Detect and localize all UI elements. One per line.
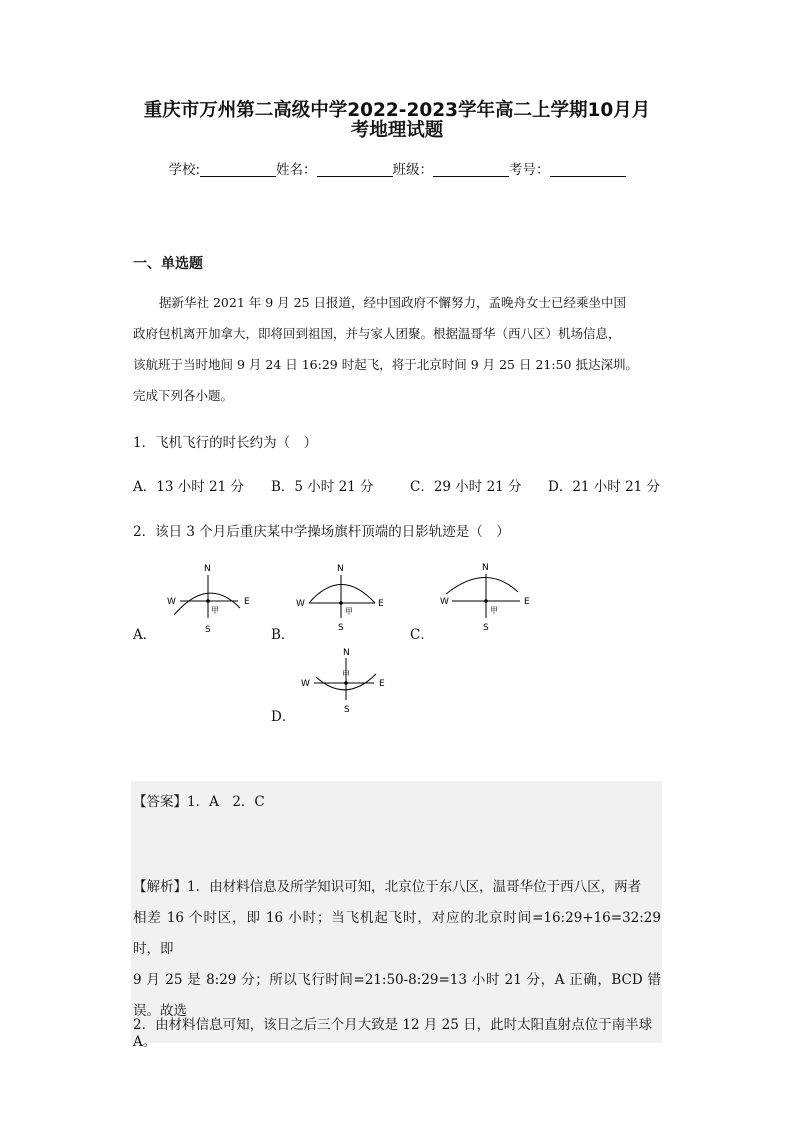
south-label: S xyxy=(344,705,350,715)
question-1-stem: 1．飞机飞行的时长约为（ ） xyxy=(133,435,318,451)
material-line: 完成下列各小题。 xyxy=(133,388,234,403)
explanation-line: 9 月 25 是 8:29 分；所以飞行时间=21:50-8:29=13 小时 21 分，A 正确，BCD 错误。故选 xyxy=(133,972,661,1019)
pole-label: 甲 xyxy=(345,607,353,616)
west-label: W xyxy=(301,679,310,689)
pole-label: 甲 xyxy=(342,670,350,679)
question-2-option-c-label[interactable]: C． xyxy=(410,627,434,643)
north-label: N xyxy=(337,564,344,574)
explanation-2 xyxy=(133,1010,661,1041)
west-label: W xyxy=(167,597,176,607)
shadow-diagram-c[interactable] xyxy=(436,558,536,636)
shadow-diagram-d[interactable] xyxy=(296,644,396,720)
section-title: 一、单选题 xyxy=(133,256,203,272)
shadow-diagram-a[interactable] xyxy=(160,560,260,638)
north-label: N xyxy=(204,564,211,574)
explanation-line: 2．由材料信息可知，该日之后三个月大致是 12 月 25 日，此时太阳直射点位于南半球 xyxy=(133,1017,653,1033)
school-label: 学校: xyxy=(168,162,201,178)
east-label: E xyxy=(379,679,385,689)
material-paragraph xyxy=(133,287,663,411)
west-label: W xyxy=(440,597,449,607)
explanation-line: A。 xyxy=(133,1034,157,1050)
shadow-trajectory xyxy=(174,593,240,615)
question-2-option-d-label[interactable]: D． xyxy=(271,709,296,725)
pole-point xyxy=(206,599,210,603)
pole-point xyxy=(484,599,488,603)
question-2-option-b-label[interactable]: B． xyxy=(271,627,295,643)
south-label: S xyxy=(338,623,344,633)
exam-no-blank[interactable] xyxy=(550,162,626,177)
page-title-line1: 重庆市万州第二高级中学2022-2023学年高二上学期10月月 xyxy=(143,100,651,121)
south-label: S xyxy=(483,623,489,633)
pole-point xyxy=(344,681,348,685)
east-label: E xyxy=(524,597,530,607)
east-label: E xyxy=(244,597,250,607)
material-line: 据新华社 2021 年 9 月 25 日报道，经中国政府不懈努力，孟晚舟女士已经乘坐中国 xyxy=(159,295,627,310)
west-label: W xyxy=(296,599,305,609)
south-label: S xyxy=(205,625,211,635)
explanation-line: 相差 16 个时区，即 16 小时；当飞机起飞时，对应的北京时间=16:29+16=32:29 时，即 xyxy=(133,910,661,957)
school-blank[interactable] xyxy=(200,162,276,177)
pole-label: 甲 xyxy=(490,606,498,615)
pole-point xyxy=(339,601,343,605)
class-label: 班级： xyxy=(392,162,434,178)
shadow-diagram-b[interactable] xyxy=(293,560,393,638)
question-2-stem: 2．该日 3 个月后重庆某中学操场旗杆顶端的日影轨迹是（ ） xyxy=(133,524,510,540)
material-line: 该航班于当时地间 9 月 24 日 16:29 时起飞，将于北京时间 9 月 25 日 21:50 抵达深圳。 xyxy=(133,357,638,372)
class-blank[interactable] xyxy=(433,162,509,177)
question-1-option-a[interactable]: A．13 小时 21 分 xyxy=(133,479,244,495)
student-info-row xyxy=(0,158,794,178)
exam-no-label: 考号： xyxy=(509,162,550,178)
north-label: N xyxy=(482,563,489,573)
question-1-option-b[interactable]: B．5 小时 21 分 xyxy=(271,479,374,495)
east-label: E xyxy=(378,599,384,609)
shadow-trajectory xyxy=(309,585,375,604)
question-1-option-d[interactable]: D．21 小时 21 分 xyxy=(548,479,661,495)
name-blank[interactable] xyxy=(317,162,393,177)
pole-label: 甲 xyxy=(211,606,219,615)
answer-text: 【答案】1．A 2．C xyxy=(133,794,265,810)
material-line: 政府包机离开加拿大，即将回到祖国，并与家人团聚。根据温哥华（西八区）机场信息， xyxy=(133,326,621,341)
question-2-option-a-label[interactable]: A． xyxy=(133,627,157,643)
question-1-option-c[interactable]: C．29 小时 21 分 xyxy=(410,479,522,495)
name-label: 姓名： xyxy=(276,162,317,178)
shadow-trajectory xyxy=(446,577,518,594)
explanation-line: 【解析】1．由材料信息及所学知识可知，北京位于东八区，温哥华位于西八区，两者 xyxy=(133,879,642,895)
north-label: N xyxy=(343,648,350,658)
page-title-line2: 考地理试题 xyxy=(350,120,444,141)
